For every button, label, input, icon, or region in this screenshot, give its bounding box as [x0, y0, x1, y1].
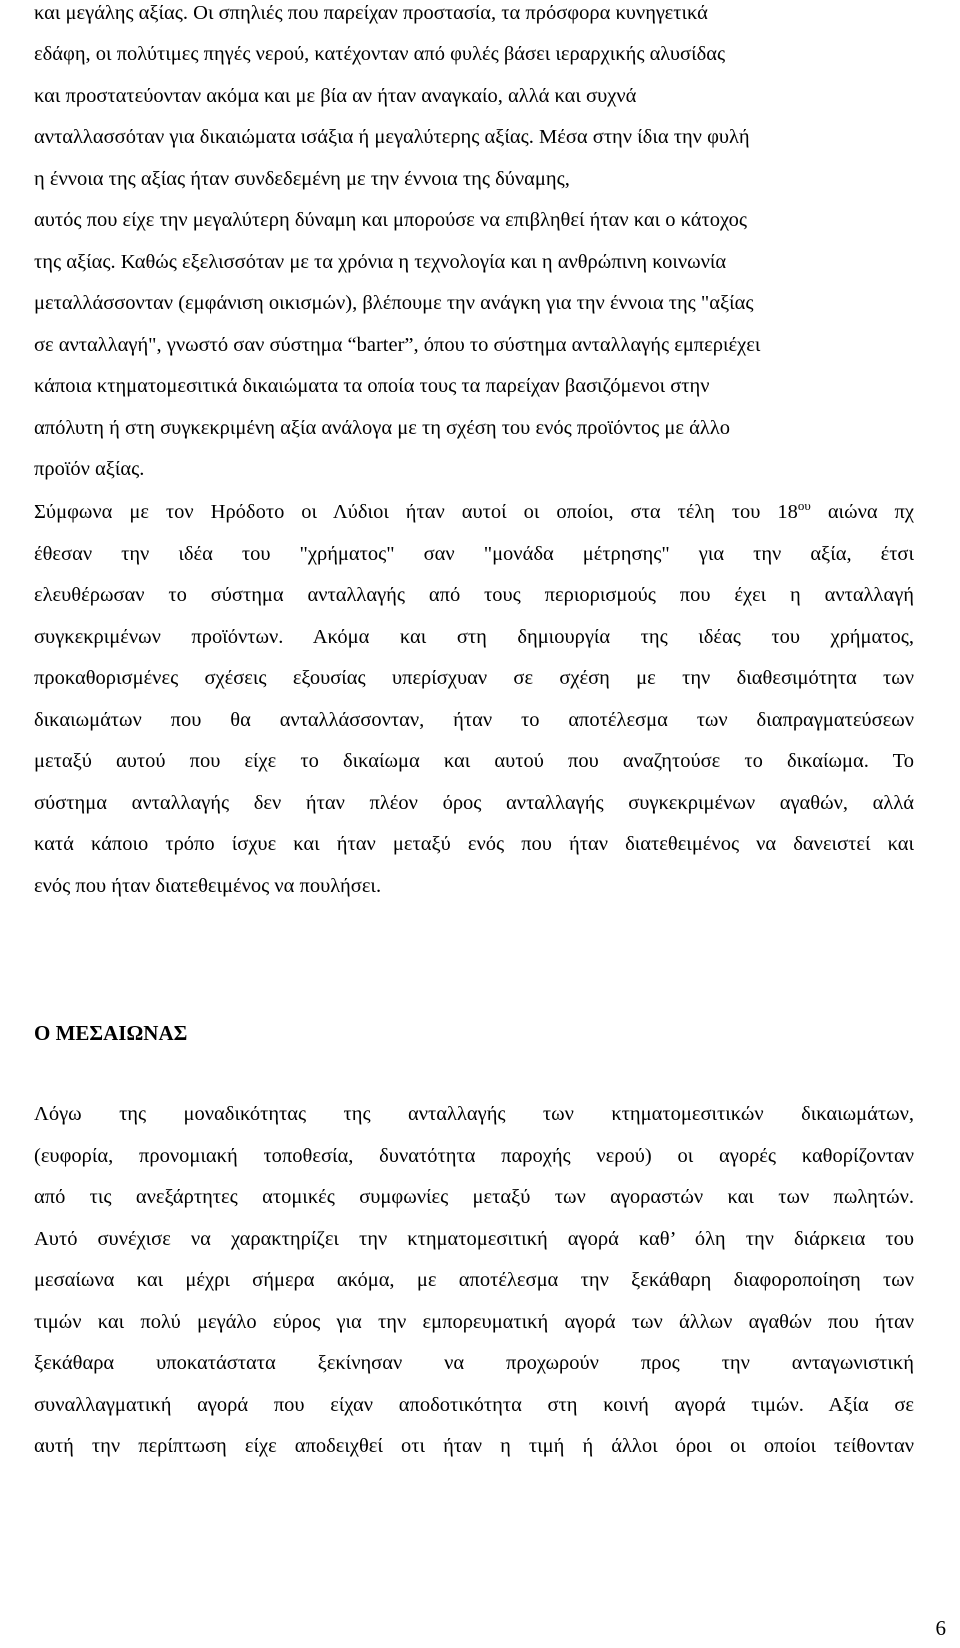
paragraph-2-line-9: κατά κάποιο τρόπο ίσχυε και ήταν μεταξύ ενός που ήταν διατεθειμένος να δανειστεί και [34, 833, 914, 855]
paragraph-3-line-8: συναλλαγματική αγορά που είχαν αποδοτικότητα στη κοινή αγορά τιμών. Αξία σε [34, 1394, 914, 1416]
paragraph-3-line-4: Αυτό συνέχισε να χαρακτηρίζει την κτηματομεσιτική αγορά καθ’ όλη την διάρκεια του [34, 1228, 914, 1250]
paragraph-1-line-10: κάποια κτηματομεσιτικά δικαιώματα τα οποία τους τα παρείχαν βασιζόμενοι στην [34, 375, 710, 397]
paragraph-3-line-9: αυτή την περίπτωση είχε αποδειχθεί οτι ήταν η τιμή ή άλλοι όροι οι οποίοι τείθονταν [34, 1435, 914, 1457]
paragraph-1-line-11: απόλυτη ή στη συγκεκριμένη αξία ανάλογα με τη σχέση του ενός προϊόντος με άλλο [34, 417, 731, 439]
paragraph-2-line-2: έθεσαν την ιδέα του "χρήματος" σαν "μονάδα μέτρησης" για την αξία, έτσι [34, 543, 914, 565]
paragraph-1-line-3: και προστατεύονταν ακόμα και με βία αν ήταν αναγκαίο, αλλά και συχνά [34, 85, 637, 107]
paragraph-2-line-1-end: αιώνα πχ [810, 501, 914, 523]
page-number: 6 [935, 1616, 946, 1640]
paragraph-1-line-8: μεταλλάσσονταν (εμφάνιση οικισμών), βλέπουμε την ανάγκη για την έννοια της "αξίας [34, 292, 754, 314]
paragraph-1-line-4: ανταλλασσόταν για δικαιώματα ισάξια ή μεγαλύτερης αξίας. Μέσα στην ίδια την φυλή [34, 126, 750, 148]
paragraph-2-line-5: προκαθορισμένες σχέσεις εξουσίας υπερίσχυαν σε σχέση με την διαθεσιμότητα των [34, 667, 914, 689]
paragraph-3-line-3: από τις ανεξάρτητες ατομικές συμφωνίες μεταξύ των αγοραστών και των πωλητών. [34, 1186, 914, 1208]
paragraph-3-line-1: Λόγω της μοναδικότητας της ανταλλαγής των κτηματομεσιτικών δικαιωμάτων, [34, 1103, 914, 1125]
paragraph-2-line-6: δικαιωμάτων που θα ανταλλάσσονταν, ήταν το αποτέλεσμα των διαπραγματεύσεων [34, 709, 914, 731]
section-heading: Ο ΜΕΣΑΙΩΝΑΣ [34, 1021, 188, 1045]
paragraph-2-line-3: ελευθέρωσαν το σύστημα ανταλλαγής από τους περιορισμούς που έχει η ανταλλαγή [34, 584, 914, 606]
paragraph-3-line-6: τιμών και πολύ μεγάλο εύρος για την εμπορευματική αγορά των άλλων αγαθών που ήταν [34, 1311, 914, 1333]
paragraph-1-line-7: της αξίας. Καθώς εξελισσόταν με τα χρόνια η τεχνολογία και η ανθρώπινη κοινωνία [34, 251, 727, 273]
superscript-ordinal: ου [797, 499, 811, 513]
paragraph-3-line-5: μεσαίωνα και μέχρι σήμερα ακόμα, με αποτέλεσμα την ξεκάθαρη διαφοροποίηση των [34, 1269, 914, 1291]
paragraph-1-line-9: σε ανταλλαγή", γνωστό σαν σύστημα “barter”, όπου το σύστημα ανταλλαγής εμπεριέχει [34, 334, 761, 356]
paragraph-1-line-1: και μεγάλης αξίας. Οι σπηλιές που παρείχαν προστασία, τα πρόσφορα κυνηγετικά [34, 2, 708, 24]
paragraph-2-line-4: συγκεκριμένων προϊόντων. Ακόμα και στη δημιουργία της ιδέας του χρήματος, [34, 626, 914, 648]
paragraph-1-line-6: αυτός που είχε την μεγαλύτερη δύναμη και μπορούσε να επιβληθεί ήταν και ο κάτοχος [34, 209, 748, 231]
paragraph-1-line-12: προϊόν αξίας. [34, 458, 145, 480]
paragraph-2-line-7: μεταξύ αυτού που είχε το δικαίωμα και αυτού που αναζητούσε το δικαίωμα. Το [34, 750, 914, 772]
paragraph-1-line-5: η έννοια της αξίας ήταν συνδεδεμένη με την έννοια της δύναμης, [34, 168, 570, 190]
paragraph-2-line-1 [34, 499, 914, 525]
paragraph-2-line-10: ενός που ήταν διατεθειμένος να πουλήσει. [34, 875, 382, 897]
paragraph-3-line-7: ξεκάθαρα υποκατάστατα ξεκίνησαν να προχωρούν προς την ανταγωνιστική [34, 1352, 914, 1374]
paragraph-1-line-2: εδάφη, οι πολύτιμες πηγές νερού, κατέχονταν από φυλές βάσει ιεραρχικής αλυσίδας [34, 43, 726, 65]
paragraph-2-line-1-start: Σύμφωνα με τον Ηρόδοτο οι Λύδιοι ήταν αυτοί οι οποίοι, στα τέλη του 18 [34, 501, 798, 523]
paragraph-3-line-2: (ευφορία, προνομιακή τοποθεσία, δυνατότητα παροχής νερού) οι αγορές καθορίζονταν [34, 1145, 914, 1167]
paragraph-2-line-8: σύστημα ανταλλαγής δεν ήταν πλέον όρος ανταλλαγής συγκεκριμένων αγαθών, αλλά [34, 792, 914, 814]
